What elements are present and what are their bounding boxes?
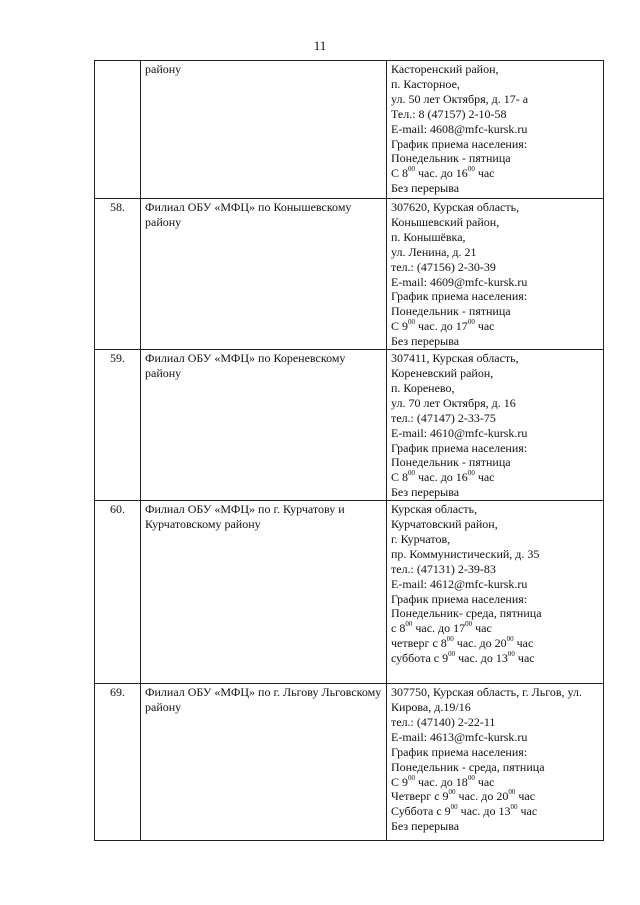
schedule-title: График приема населения: [391,440,528,455]
hours-part: час [517,804,538,819]
hours-part: 00 [510,803,518,812]
hours-part: час. до 13 [457,804,511,819]
table-row [95,501,604,684]
hours-part: 00 [408,165,416,174]
schedule-hours [391,775,599,790]
row-number: 60. [95,501,141,684]
schedule-hours [391,621,599,636]
hours-part: С 9 [391,774,409,789]
address-line: Кореневский район, [391,365,494,380]
address-line: 307411, Курская область, [391,351,519,366]
hours-part: четверг с 8 [391,636,447,651]
hours-part: час. до 13 [455,651,508,666]
email-address: E-mail: 4612@mfc-kursk.ru [391,576,528,591]
branch-contact-info [387,61,604,199]
address-line: Курская область, [391,502,478,517]
hours-part: час [474,319,495,334]
phone-number: тел.: (47147) 2-33-75 [391,410,496,425]
schedule-extra-hours [391,804,599,819]
hours-part: 00 [408,469,416,478]
schedule-days: Понедельник- среда, пятница [391,606,542,621]
hours-part: час [474,470,495,485]
schedule-days: Понедельник - пятница [391,455,511,470]
address-line: ул. 70 лет Октября, д. 16 [391,395,516,410]
schedule-extra-hours [391,636,599,651]
branch-name: Филиал ОБУ «МФЦ» по Конышевскому району [141,199,387,350]
branch-contact-info [387,199,604,350]
address-line: Касторенский район, [391,62,499,76]
hours-part: Четверг с 9 [391,789,449,804]
hours-part: 00 [467,773,475,782]
schedule-title: График приема населения: [391,591,528,606]
schedule-title: График приема населения: [391,136,528,151]
hours-part: 00 [467,318,475,327]
hours-part: С 8 [391,470,409,485]
schedule-hours [391,166,599,181]
address-line: 307620, Курская область, [391,200,520,214]
schedule-title: График приема населения: [391,744,528,759]
email-address: E-mail: 4609@mfc-kursk.ru [391,274,528,289]
hours-part: час. до 17 [415,319,468,334]
hours-part: 00 [446,635,454,644]
address-line: Конышевский район, [391,214,500,229]
hours-part: час. до 20 [453,636,507,651]
address-line: п. Коренево, [391,380,455,395]
row-number: 69. [95,684,141,841]
schedule-days: Понедельник - пятница [391,304,511,319]
address-line: пр. Коммунистический, д. 35 [391,546,540,561]
address-line: г. Курчатов, [391,531,451,546]
branch-name: району [141,61,387,199]
hours-part: 00 [506,635,514,644]
hours-part: 00 [465,620,473,629]
break-info: Без перерыва [391,485,460,500]
address-line: Курчатовский район, [391,517,498,532]
schedule-title: График приема населения: [391,289,528,304]
schedule-days: Понедельник - пятница [391,151,511,166]
hours-part: час. до 16 [415,470,468,485]
hours-part: час [514,651,535,666]
hours-part: 00 [448,788,456,797]
hours-part: 00 [450,803,458,812]
hours-part: час [513,636,534,651]
schedule-extra-hours [391,651,599,666]
branch-name: Филиал ОБУ «МФЦ» по г. Курчатову и Курчатовскому району [141,501,387,684]
branch-name: Филиал ОБУ «МФЦ» по Кореневскому району [141,350,387,501]
hours-part: 00 [408,773,416,782]
table-body [95,61,604,841]
phone-number: Тел.: 8 (47157) 2-10-58 [391,106,507,121]
phone-number: тел.: (47131) 2-39-83 [391,561,496,576]
branch-contact-info [387,684,604,841]
hours-part: 00 [408,318,416,327]
break-info: Без перерыва [391,819,460,834]
hours-part: 00 [448,650,456,659]
row-number: 59. [95,350,141,501]
hours-part: с 8 [391,621,406,636]
schedule-hours [391,319,599,334]
hours-part: суббота с 9 [391,651,449,666]
hours-part: час [474,166,495,181]
email-address: E-mail: 4610@mfc-kursk.ru [391,425,528,440]
branch-contact-info [387,350,604,501]
table-row [95,199,604,350]
break-info: Без перерыва [391,334,460,349]
branches-table [94,60,604,841]
hours-part: час. до 20 [455,789,509,804]
email-address: E-mail: 4608@mfc-kursk.ru [391,121,528,136]
schedule-hours [391,470,599,485]
hours-part: 00 [507,650,515,659]
hours-part: 00 [467,469,475,478]
hours-part: час [515,789,536,804]
address-line: ул. Ленина, д. 21 [391,244,477,259]
table-row [95,350,604,501]
address-line: Кирова, д.19/16 [391,700,471,715]
address-line: п. Конышёвка, [391,229,466,244]
hours-part: час [472,621,492,636]
hours-part: час [474,774,495,789]
table-row [95,61,604,199]
hours-part: 00 [405,620,413,629]
schedule-extra-hours [391,789,599,804]
row-number [95,61,141,199]
hours-part: С 8 [391,166,409,181]
address-line: п. Касторное, [391,76,460,91]
row-number: 58. [95,199,141,350]
branch-name: Филиал ОБУ «МФЦ» по г. Льгову Льговскому району [141,684,387,841]
page-number: 11 [313,38,327,53]
hours-part: Суббота с 9 [391,804,451,819]
hours-part: час. до 17 [412,621,466,636]
table-row [95,684,604,841]
phone-number: тел.: (47156) 2-30-39 [391,259,496,274]
email-address: E-mail: 4613@mfc-kursk.ru [391,729,528,744]
address-line: ул. 50 лет Октября, д. 17- а [391,91,529,106]
schedule-days: Понедельник - среда, пятница [391,759,545,774]
phone-number: тел.: (47140) 2-22-11 [391,714,496,729]
hours-part: С 9 [391,319,409,334]
hours-part: час. до 18 [415,774,468,789]
hours-part: час. до 16 [415,166,468,181]
address-line: 307750, Курская область, г. Льгов, ул. [391,685,583,700]
hours-part: 00 [467,165,475,174]
break-info: Без перерыва [391,181,460,196]
hours-part: 00 [508,788,516,797]
branch-contact-info [387,501,604,684]
